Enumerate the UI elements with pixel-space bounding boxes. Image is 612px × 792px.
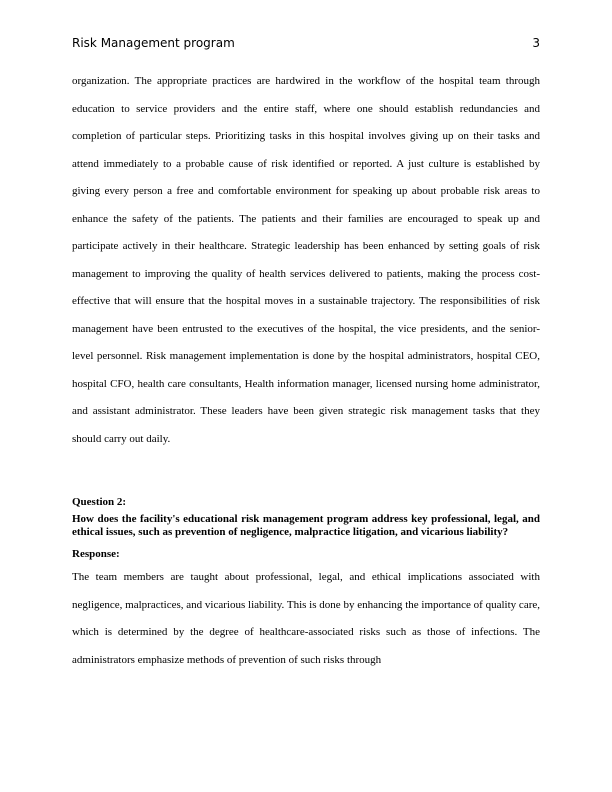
body-paragraph: organization. The appropriate practices are hardwired in the workflow of the hospital team through education to service providers and the entire staff, where one should establish redundancies and completion of particular steps. Prioritizing tasks in this hospital involves giving up on their tasks and attend immediately to a probable cause of risk identified or reported. A just culture is established by giving every person a free and comfortable environment for speaking up about probable risk areas to enhance the safety of the patients. The patients and their families are encouraged to speak up and participate actively in their healthcare. Strategic leadership has been enhanced by setting goals of risk management to improving the quality of health services delivered to patients, making the process cost-effective that will ensure that the hospital moves in a sustainable trajectory. The responsibilities of risk management have been entrusted to the executives of the hospital, the vice presidents, and the senior-level personnel. Risk management implementation is done by the hospital administrators, hospital CEO, hospital CFO, health care consultants, Health information manager, licensed nursing home administrator, and assistant administrator. These leaders have been given strategic risk management tasks that they should carry out daily. (72, 75, 540, 445)
running-head-title: Risk Management program (72, 36, 235, 50)
page-number: 3 (532, 36, 540, 50)
section-spacer (72, 453, 540, 493)
question-label: Question 2: (72, 496, 127, 508)
document-body (72, 68, 540, 674)
page-header (72, 34, 540, 52)
question-text: How does the facility's educational risk management program address key professional, legal, and ethical issues, such as prevention of negligence, malpractice litigation, and vicarious liability? (72, 513, 540, 538)
response-paragraph: The team members are taught about professional, legal, and ethical implications associated with negligence, malpractices, and vicarious liability. This is done by enhancing the importance of quality care, which is determined by the degree of healthcare-associated risks such as those of infections. The administrators emphasize methods of prevention of such risks through (72, 571, 540, 666)
response-label: Response: (72, 548, 120, 560)
